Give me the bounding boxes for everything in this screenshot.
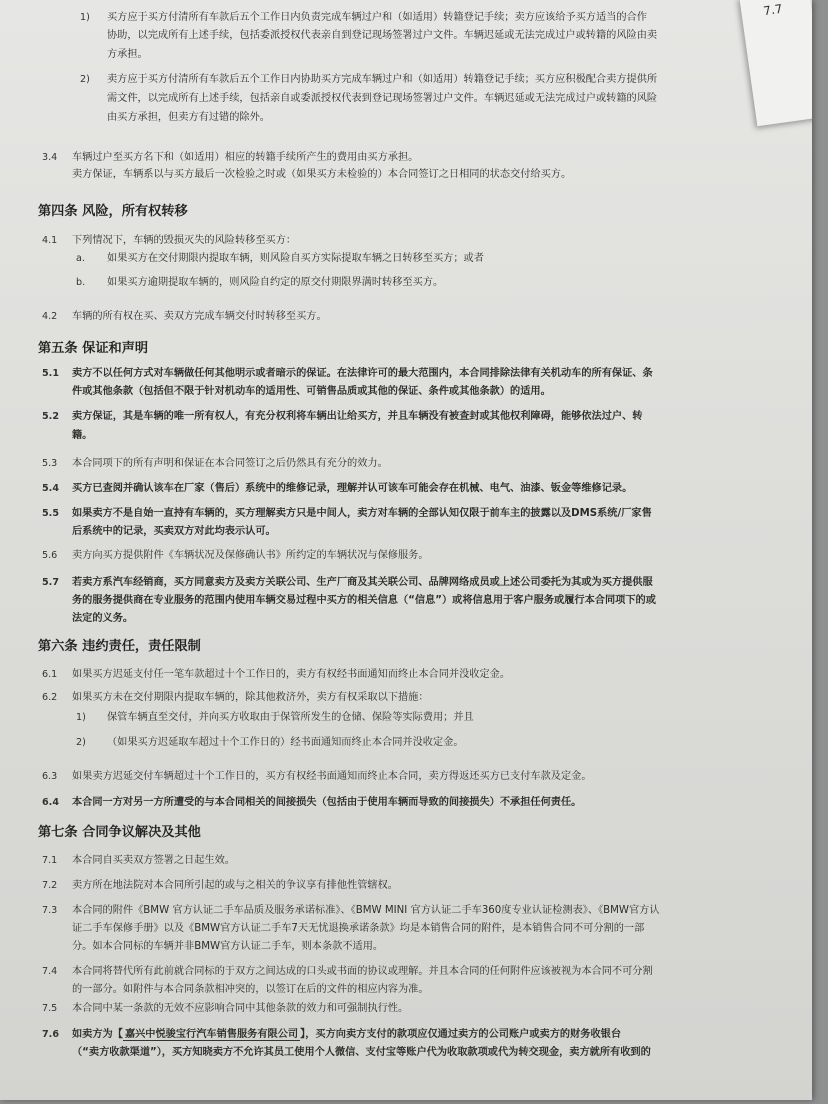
clause-number: 5.3 xyxy=(42,458,58,469)
section-title-7: 第七条 合同争议解决及其他 xyxy=(38,825,201,840)
item-line: 买方应于买方付清所有车款后五个工作日内负责完成车辆过户和（如适用）转籍登记手续；卖方应该给予买方适当的合作 xyxy=(107,12,647,23)
sub-item-letter: a. xyxy=(76,253,85,264)
sub-item-number: 2) xyxy=(76,737,86,748)
clause-suffix: 】，买方向卖方支付的款项应仅通过卖方的公司账户或卖方的财务收银台 xyxy=(300,1029,622,1040)
clause-text: 如果卖方迟延交付车辆超过十个工作日的，买方有权经书面通知而终止本合同，卖方得返还买方已支付车款及定金。 xyxy=(72,771,592,782)
clause-text: 本合同自买卖双方签署之日起生效。 xyxy=(72,855,235,866)
clause-text: 卖方向买方提供附件《车辆状况及保修确认书》所约定的车辆状况与保修服务。 xyxy=(72,550,429,561)
seller-company-name: 嘉兴中悦骏宝行汽车销售服务有限公司 xyxy=(124,1029,299,1040)
clause-number: 6.3 xyxy=(42,771,58,782)
clause-text: 本合同一方对另一方所遭受的与本合同相关的间接损失（包括由于使用车辆而导致的间接损失）不承担任何责任。 xyxy=(72,797,582,808)
clause-text: 本合同中某一条款的无效不应影响合同中其他条款的效力和可强制执行性。 xyxy=(72,1003,409,1014)
clause-text: 车辆的所有权在买、卖双方完成车辆交付时转移至买方。 xyxy=(72,311,327,322)
clause-line: 卖方保证，其是车辆的唯一所有权人，有充分权利将车辆出让给买方，并且车辆没有被查封或其他权利障碍，能够依法过户、转 xyxy=(72,411,643,422)
clause-number: 6.2 xyxy=(42,692,58,703)
section-title-5: 第五条 保证和声明 xyxy=(38,341,149,356)
item-line: 由买方承担，但卖方有过错的除外。 xyxy=(107,112,270,123)
clause-number: 7.2 xyxy=(42,880,58,891)
clause-prefix: 如卖方为【 xyxy=(72,1029,123,1040)
clause-line: 车辆过户至买方名下和（如适用）相应的转籍手续所产生的费用由买方承担。 xyxy=(72,152,419,163)
item-line: 卖方应于买方付清所有车款后五个工作日内协助买方完成车辆过户和（如适用）转籍登记手续；买方应积极配合卖方提供所 xyxy=(107,74,658,85)
item-line: 方承担。 xyxy=(107,49,148,60)
clause-line: 件或其他条款（包括但不限于针对机动车的适用性、可销售品质或其他的保证、条件或其他条款）的适用。 xyxy=(72,386,551,397)
clause-line: 本合同的附件《BMW 官方认证二手车品质及服务承诺标准》、《BMW MINI 官方认证二手车360度专业认证检测表》、《BMW官方认 xyxy=(72,905,660,916)
clause-line: 卖方保证，车辆系以与买方最后一次检验之时或（如果买方未检验的）本合同签订之日相同的状态交付给买方。 xyxy=(72,169,572,180)
clause-number: 6.1 xyxy=(42,669,58,680)
item-number: 2) xyxy=(80,74,90,85)
clause-text: 本合同项下的所有声明和保证在本合同签订之后仍然具有充分的效力。 xyxy=(72,458,388,469)
clause-number: 5.2 xyxy=(42,411,59,422)
clause-line xyxy=(72,1027,621,1043)
overlapping-page-corner xyxy=(739,0,812,126)
item-line: 需文件，以完成所有上述手续，包括亲自或委派授权代表到登记现场签署过户文件。车辆迟延或无法完成过户或转籍的风险 xyxy=(107,93,658,104)
clause-text: 如果买方未在交付期限内提取车辆的，除其他救济外，卖方有权采取以下措施： xyxy=(72,692,429,703)
clause-text: 卖方所在地法院对本合同所引起的或与之相关的争议享有排他性管辖权。 xyxy=(72,880,398,891)
clause-line: 务的服务提供商在专业服务的范围内使用车辆交易过程中买方的相关信息（“信息”）或将信息用于客户服务或履行本合同项下的或 xyxy=(72,595,656,606)
clause-number: 7.3 xyxy=(42,905,58,916)
clause-number: 7.4 xyxy=(42,966,58,977)
clause-line: 本合同将替代所有此前就合同标的于双方之间达成的口头或书面的协议或理解。并且本合同的任何附件应该被视为本合同不可分割 xyxy=(72,966,653,977)
clause-line: 的一部分。如附件与本合同条款相冲突的，以签订在后的文件的相应内容为准。 xyxy=(72,984,429,995)
clause-line: 如果卖方不是自始一直持有车辆的，买方理解卖方只是中间人，卖方对车辆的全部认知仅限于前车主的披露以及DMS系统/厂家售 xyxy=(72,508,652,519)
sub-item-text: 如果买方在交付期限内提取车辆，则风险自买方实际提取车辆之日转移至买方；或者 xyxy=(107,253,484,264)
clause-number: 7.5 xyxy=(42,1003,58,1014)
clause-number: 6.4 xyxy=(42,797,59,808)
clause-number: 4.2 xyxy=(42,311,58,322)
clause-number: 7.6 xyxy=(42,1029,59,1040)
clause-number: 5.6 xyxy=(42,550,58,561)
clause-line: 后系统中的记录，买卖双方对此均表示认可。 xyxy=(72,526,276,537)
sub-item-text: 保管车辆直至交付，并向买方收取由于保管所发生的仓储、保险等实际费用；并且 xyxy=(107,712,474,723)
sub-item-text: 如果买方逾期提取车辆的，则风险自约定的原交付期限界满时转移至买方。 xyxy=(107,277,444,288)
item-number: 1) xyxy=(80,12,90,23)
clause-number: 7.1 xyxy=(42,855,58,866)
clause-number: 5.5 xyxy=(42,508,59,519)
clause-number: 5.4 xyxy=(42,483,59,494)
clause-line: 若卖方系汽车经销商，买方同意卖方及卖方关联公司、生产厂商及其关联公司、品牌网络成员或上述公司委托为其或为买方提供服 xyxy=(72,577,653,588)
clause-line: 卖方不以任何方式对车辆做任何其他明示或者暗示的保证。在法律许可的最大范围内，本合同排除法律有关机动车的所有保证、条 xyxy=(72,368,653,379)
clause-line: 法定的义务。 xyxy=(72,613,134,624)
section-title-6: 第六条 违约责任，责任限制 xyxy=(38,639,201,654)
clause-line: （“卖方收款渠道”），买方知晓卖方不允许其员工使用个人微信、支付宝等账户代为收取款项或代为转交现金，卖方就所有收到的 xyxy=(72,1047,651,1058)
clause-text: 如果买方迟延支付任一笔车款超过十个工作日的，卖方有权经书面通知而终止本合同并没收定金。 xyxy=(72,669,511,680)
sub-item-letter: b. xyxy=(76,277,86,288)
sub-item-number: 1) xyxy=(76,712,86,723)
sub-item-text: （如果买方迟延取车超过十个工作日的）经书面通知而终止本合同并没收定金。 xyxy=(107,737,464,748)
clause-number: 5.7 xyxy=(42,577,59,588)
clause-number: 3.4 xyxy=(42,152,58,163)
section-title-4: 第四条 风险，所有权转移 xyxy=(38,204,188,219)
clause-text: 买方已查阅并确认该车在厂家（售后）系统中的维修记录，理解并认可该车可能会存在机械、电气、油漆、钣金等维修记录。 xyxy=(72,483,633,494)
clause-text: 下列情况下，车辆的毁损灭失的风险转移至买方： xyxy=(72,235,297,246)
corner-note: 7.7 xyxy=(762,1,784,19)
clause-line: 分。如本合同标的车辆并非BMW官方认证二手车，则本条款不适用。 xyxy=(72,941,384,952)
clause-number: 5.1 xyxy=(42,368,59,379)
clause-number: 4.1 xyxy=(42,235,58,246)
clause-line: 籍。 xyxy=(72,430,93,441)
item-line: 协助，以完成所有上述手续，包括委派授权代表亲自到登记现场签署过户文件。车辆迟延或无法完成过户或转籍的风险由卖 xyxy=(107,30,658,41)
clause-line: 证二手车保修手册》以及《BMW官方认证二手车7天无忧退换承诺条款》均是本销售合同的附件，是本销售合同不可分割的一部 xyxy=(72,923,645,934)
